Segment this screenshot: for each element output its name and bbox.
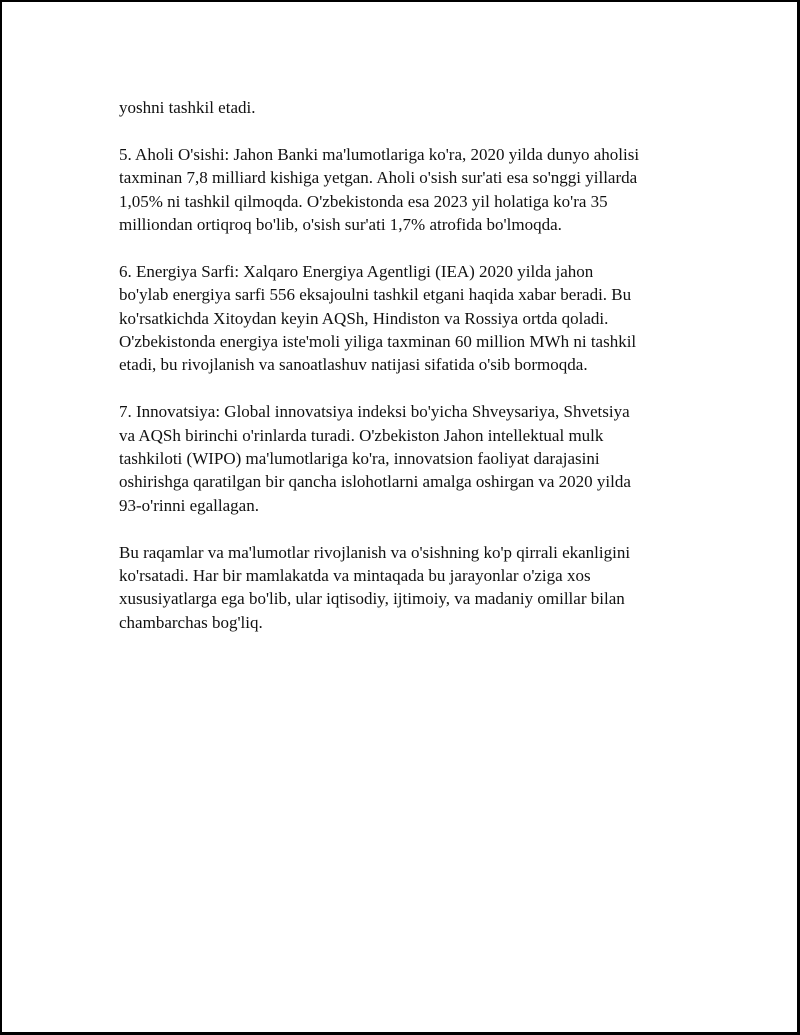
- text-line: milliondan ortiqroq bo'lib, o'sish sur'ati 1,7% atrofida bo'lmoqda.: [119, 215, 562, 235]
- text-line: xususiyatlarga ega bo'lib, ular iqtisodiy, ijtimoiy, va madaniy omillar bilan: [119, 589, 625, 609]
- text-line: 5. Aholi O'sishi: Jahon Banki ma'lumotlariga ko'ra, 2020 yilda dunyo aholisi: [119, 144, 640, 164]
- text-line: bo'ylab energiya sarfi 556 eksajoulni tashkil etgani haqida xabar beradi. Bu: [119, 285, 632, 305]
- text-line: 93-o'rinni egallagan.: [119, 495, 259, 515]
- paragraph-energy-consumption: [119, 260, 699, 377]
- text-line: Bu raqamlar va ma'lumotlar rivojlanish va o'sishning ko'p qirrali ekanligini: [119, 542, 631, 562]
- text-line: tashkiloti (WIPO) ma'lumotlariga ko'ra, innovatsion faoliyat darajasini: [119, 449, 600, 469]
- text-line: 7. Innovatsiya: Global innovatsiya indeksi bo'yicha Shveysariya, Shvetsiya: [119, 402, 630, 422]
- document-body: [119, 96, 699, 658]
- text-line: ko'rsatkichda Xitoydan keyin AQSh, Hindiston va Rossiya ortda qoladi.: [119, 308, 609, 328]
- text-line: 1,05% ni tashkil qilmoqda. O'zbekistonda esa 2023 yil holatiga ko'ra 35: [119, 191, 608, 211]
- paragraph-population-growth: [119, 143, 699, 237]
- text-line: yoshni tashkil etadi.: [119, 98, 256, 117]
- paragraph-continuation: [119, 96, 699, 119]
- text-line: taxminan 7,8 milliard kishiga yetgan. Aholi o'sish sur'ati esa so'nggi yillarda: [119, 168, 638, 188]
- text-line: 6. Energiya Sarfi: Xalqaro Energiya Agentligi (IEA) 2020 yilda jahon: [119, 261, 594, 281]
- text-line: etadi, bu rivojlanish va sanoatlashuv natijasi sifatida o'sib bormoqda.: [119, 355, 588, 375]
- text-line: oshirishga qaratilgan bir qancha islohotlarni amalga oshirgan va 2020 yilda: [119, 472, 631, 492]
- text-line: O'zbekistonda energiya iste'moli yiliga taxminan 60 million MWh ni tashkil: [119, 332, 637, 352]
- paragraph-innovation: [119, 400, 699, 517]
- text-line: ko'rsatadi. Har bir mamlakatda va mintaqada bu jarayonlar o'ziga xos: [119, 566, 591, 586]
- paragraph-conclusion: [119, 541, 699, 635]
- text-line: chambarchas bog'liq.: [119, 612, 263, 632]
- text-line: va AQSh birinchi o'rinlarda turadi. O'zbekiston Jahon intellektual mulk: [119, 425, 604, 445]
